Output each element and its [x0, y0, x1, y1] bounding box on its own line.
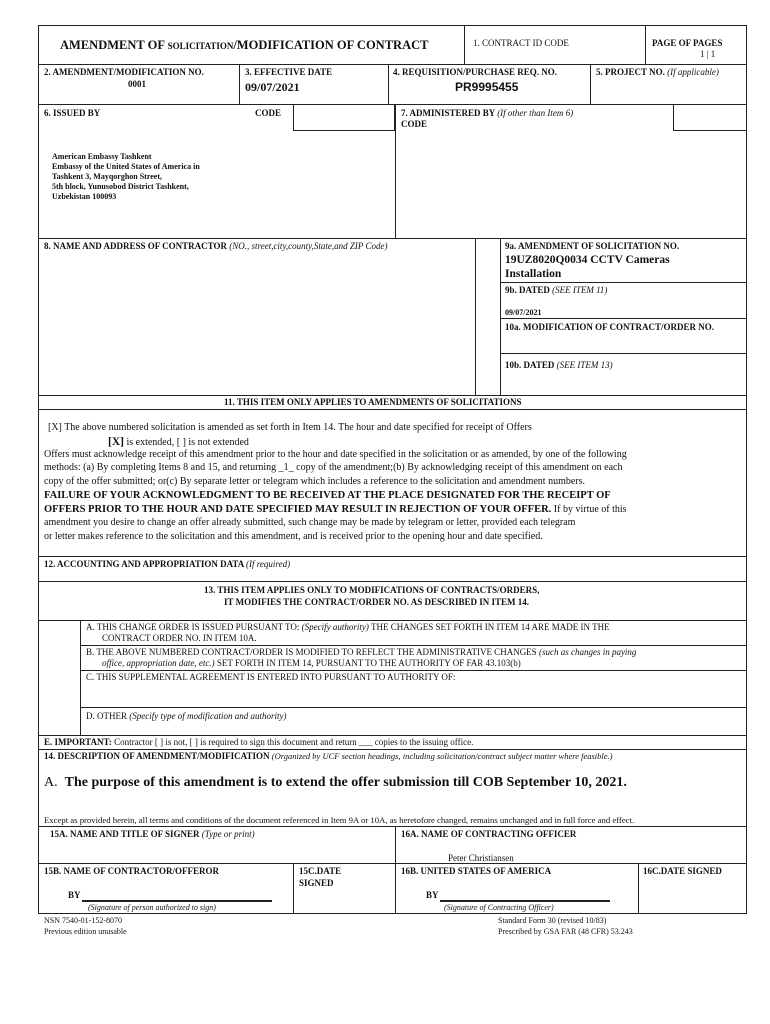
amendment-no-label: 2. AMENDMENT/MODIFICATION NO. [44, 67, 204, 77]
divider [590, 64, 591, 104]
terms-unchanged-note: Except as provided herein, all terms and conditions of the document referenced in Item 9A or 10A, as heretofore changed, remains unchanged and in full force and effect. [44, 815, 635, 825]
divider [645, 25, 646, 64]
issuer-address-line: Embassy of the United States of America in [52, 162, 200, 171]
item-11-line: amendment you desire to change an offer already submitted, such change may be made by telegram or letter, provided each telegram [44, 517, 576, 528]
divider [38, 749, 747, 750]
item-9a-value: 19UZ8020Q0034 CCTV Cameras [505, 254, 670, 266]
divider [395, 826, 396, 914]
standard-form-number: Standard Form 30 (revised 10/83) [498, 916, 607, 925]
item-11-line: [X] is extended, [ ] is not extended [108, 436, 249, 448]
divider [293, 863, 294, 914]
officer-signature-caption: (Signature of Contracting Officer) [444, 903, 554, 912]
contract-id-label: 1. CONTRACT ID CODE [473, 38, 569, 48]
page-value: 1 | 1 [700, 49, 716, 59]
usa-label: 16B. UNITED STATES OF AMERICA [401, 866, 552, 876]
amendment-no-value: 0001 [128, 79, 146, 89]
effective-date-label: 3. EFFECTIVE DATE [245, 67, 333, 77]
item-13-d: D. OTHER (Specify type of modification and authority) [86, 711, 287, 721]
divider [638, 863, 639, 914]
signer-name-label: 15A. NAME AND TITLE OF SIGNER (Type or print) [50, 829, 255, 839]
item-13-header: IT MODIFIES THE CONTRACT/ORDER NO. AS DESCRIBED IN ITEM 14. [224, 597, 529, 607]
item-11-line: [X] The above numbered solicitation is amended as set forth in Item 14. The hour and date specified for receipt of Offers [48, 422, 532, 433]
item-11-line: copy of the offer submitted; or(c) By separate letter or telegram which includes a reference to the solicitation and amendment numbers. [44, 476, 586, 487]
divider [80, 707, 747, 708]
item-10b-label: 10b. DATED (SEE ITEM 13) [505, 360, 613, 370]
administered-code-label: CODE [401, 119, 428, 129]
divider [500, 318, 747, 319]
divider [38, 735, 747, 736]
form-title: AMENDMENT OF SOLICITATION/MODIFICATION OF CONTRACT [60, 38, 429, 52]
divider [475, 238, 476, 395]
officer-signature-line[interactable] [440, 900, 610, 902]
project-no-label: 5. PROJECT NO. (If applicable) [596, 67, 719, 77]
divider [38, 620, 747, 621]
divider [80, 645, 747, 646]
item-13-header: 13. THIS ITEM APPLIES ONLY TO MODIFICATIONS OF CONTRACTS/ORDERS, [204, 585, 540, 595]
item-11-warning: FAILURE OF YOUR ACKNOWLEDGMENT TO BE RECEIVED AT THE PLACE DESIGNATED FOR THE RECEIPT OF [44, 490, 611, 501]
contractor-signature-line[interactable] [82, 900, 272, 902]
contractor-label: 8. NAME AND ADDRESS OF CONTRACTOR (NO., street,city,county,State,and ZIP Code) [44, 241, 388, 251]
issuer-address-line: American Embassy Tashkent [52, 152, 152, 161]
contracting-officer-name: Peter Christiansen [448, 853, 514, 863]
requisition-label: 4. REQUISITION/PURCHASE REQ. NO. [393, 67, 558, 77]
issuer-address-line: Uzbekistan 100093 [52, 192, 117, 201]
item-11-line: methods: (a) By completing Items 8 and 15, and returning _1_ copy of the amendment;(b) By acknowledging receipt of this amendment on each [44, 462, 623, 473]
admin-code-box [673, 104, 747, 131]
divider [500, 282, 747, 283]
divider [80, 670, 747, 671]
divider [38, 556, 747, 557]
item-11-warning: OFFERS PRIOR TO THE HOUR AND DATE SPECIFIED MAY RESULT IN REJECTION OF YOUR OFFER. If by virtue of this [44, 504, 627, 515]
item-12-label: 12. ACCOUNTING AND APPROPRIATION DATA (If required) [44, 559, 291, 569]
item-13-a: CONTRACT ORDER NO. IN ITEM 10A. [102, 633, 257, 643]
divider [38, 238, 747, 239]
contractor-date-signed-label: 15C.DATE [299, 866, 342, 876]
amendment-purpose: A. The purpose of this amendment is to extend the offer submission till COB September 10, 2021. [44, 775, 627, 790]
item-9b-label: 9b. DATED (SEE ITEM 11) [505, 285, 608, 295]
administered-by-label: 7. ADMINISTERED BY (If other than Item 6) [401, 108, 574, 118]
item-9a-value: Installation [505, 268, 562, 280]
effective-date-value: 09/07/2021 [245, 80, 300, 94]
item-13-a: A. THIS CHANGE ORDER IS ISSUED PURSUANT TO: (Specify authority) THE CHANGES SET FORTH IN ITEM 14 ARE MADE IN THE [86, 622, 610, 632]
item-13-b: office, appropriation date, etc.) SET FORTH IN ITEM 14, PURSUANT TO THE AUTHORITY OF FAR 43.103(b) [102, 658, 521, 668]
item-14-label: 14. DESCRIPTION OF AMENDMENT/MODIFICATION (Organized by UCF section headings, including solicitation/contract subject matter where feasible.) [44, 751, 613, 761]
divider [500, 353, 747, 354]
prescribed-by: Prescribed by GSA FAR (48 CFR) 53.243 [498, 927, 633, 936]
divider [500, 238, 501, 395]
issued-code-label: CODE [255, 108, 282, 118]
item-10a-label: 10a. MODIFICATION OF CONTRACT/ORDER NO. [505, 322, 715, 332]
divider [239, 64, 240, 104]
divider [388, 64, 389, 104]
issued-code-box [293, 104, 395, 131]
item-9a-label: 9a. AMENDMENT OF SOLICITATION NO. [505, 241, 680, 251]
requisition-value: PR9995455 [455, 80, 519, 94]
divider [38, 409, 747, 410]
contractor-date-signed-label: SIGNED [299, 878, 334, 888]
issuer-address-line: 5th block, Yunusobod District Tashkent, [52, 182, 189, 191]
item-9b-value: 09/07/2021 [505, 308, 542, 317]
divider [464, 25, 465, 64]
divider [38, 395, 747, 396]
item-11-header: 11. THIS ITEM ONLY APPLIES TO AMENDMENTS OF SOLICITATIONS [224, 397, 522, 407]
divider [38, 581, 747, 582]
officer-by-label: BY [426, 890, 439, 900]
item-13-c: C. THIS SUPPLEMENTAL AGREEMENT IS ENTERED INTO PURSUANT TO AUTHORITY OF: [86, 672, 456, 682]
issued-by-label: 6. ISSUED BY [44, 108, 101, 118]
divider [38, 826, 747, 827]
important-notice: E. IMPORTANT: Contractor [ ] is not, [ ] is required to sign this document and return ___ copies to the issuing office. [44, 737, 474, 747]
officer-date-signed-label: 16C.DATE SIGNED [643, 866, 722, 876]
contractor-by-label: BY [68, 890, 81, 900]
divider [38, 64, 747, 65]
page-label: PAGE OF PAGES [652, 38, 723, 48]
divider [80, 620, 81, 735]
contractor-signature-caption: (Signature of person authorized to sign) [88, 903, 216, 912]
issuer-address-line: Tashkent 3, Mayqorghon Street, [52, 172, 163, 181]
contractor-offeror-label: 15B. NAME OF CONTRACTOR/OFFEROR [44, 866, 220, 876]
item-13-b: B. THE ABOVE NUMBERED CONTRACT/ORDER IS MODIFIED TO REFLECT THE ADMINISTRATIVE CHANGES (such as changes in paying [86, 647, 637, 657]
contracting-officer-label: 16A. NAME OF CONTRACTING OFFICER [401, 829, 577, 839]
divider [395, 104, 396, 238]
previous-edition-note: Previous edition unusable [44, 927, 127, 936]
item-11-line: or letter makes reference to the solicitation and this amendment, and is received prior to the opening hour and date specified. [44, 531, 543, 542]
nsn-number: NSN 7540-01-152-8070 [44, 916, 122, 925]
item-11-line: Offers must acknowledge receipt of this amendment prior to the hour and date specified in the solicitation or as amended, by one of the following [44, 449, 627, 460]
divider [38, 863, 747, 864]
